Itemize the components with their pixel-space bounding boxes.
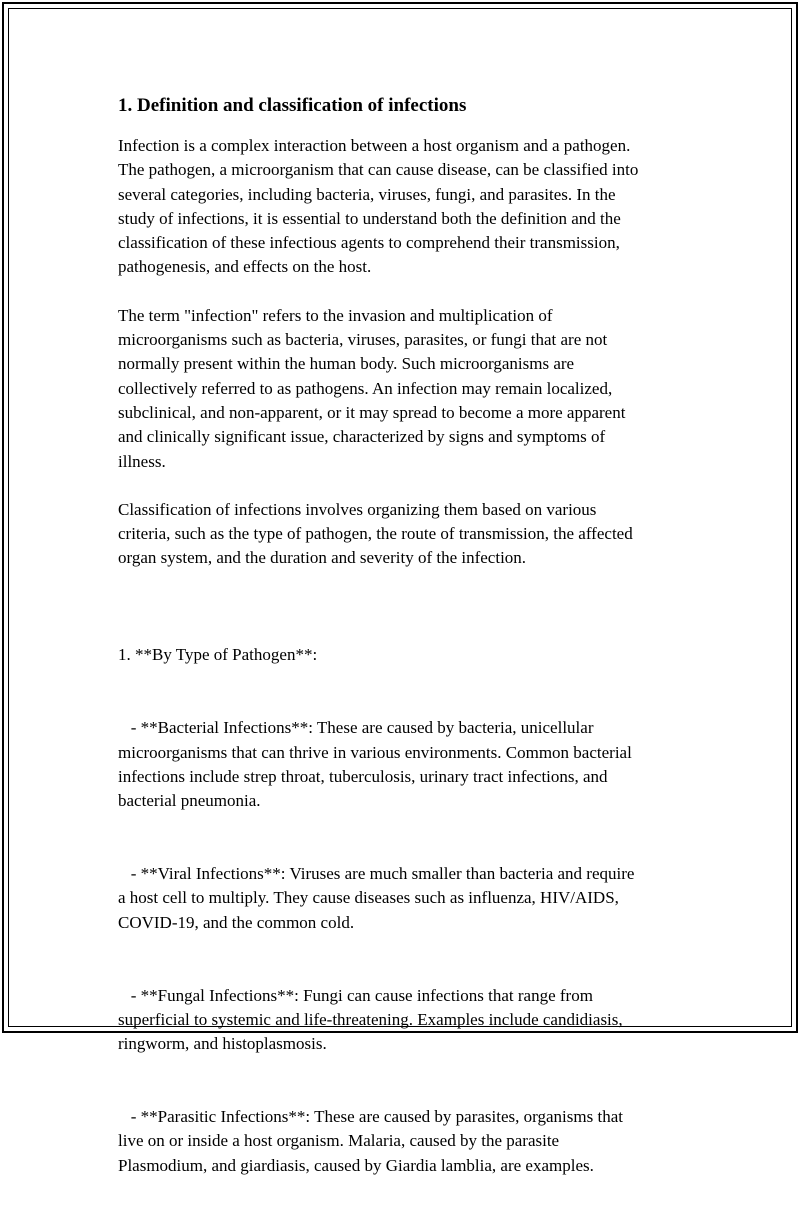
document-body [118, 92, 688, 1226]
paragraph-definition: The term "infection" refers to the invasion and multiplication of microorganisms such as bacteria, viruses, parasites, or fungi that are not normally present within the human body. Such microorganisms are collectively referred to as pathogens. An infection may remain localized, subclinical, and non-apparent, or it may spread to become a more apparent and clinically significant issue, characterized by signs and symptoms of illness. [118, 305, 626, 471]
pathogen-type-list [118, 595, 688, 1226]
list-item-viral: - **Viral Infections**: Viruses are much smaller than bacteria and require a host cell to multiply. They cause diseases such as influenza, HIV/AIDS, COVID-19, and the common cold. [118, 864, 635, 932]
section-heading: 1. Definition and classification of infections [118, 95, 467, 116]
paragraph-intro: Infection is a complex interaction between a host organism and a pathogen. The pathogen, a microorganism that can cause disease, can be classified into several categories, including bacteria, viruses, fungi, and parasites. In the study of infections, it is essential to understand both the definition and the classification of these infectious agents to comprehend their transmission, pathogenesis, and effects on the host. [118, 136, 639, 277]
paragraph-classification: Classification of infections involves organizing them based on various criteria, such as the type of pathogen, the route of transmission, the affected organ system, and the duration and severity of the infection. [118, 499, 633, 568]
list-heading: 1. **By Type of Pathogen**: [118, 645, 318, 665]
list-item-bacterial: - **Bacterial Infections**: These are caused by bacteria, unicellular microorganisms that can thrive in various environments. Common bacterial infections include strep throat, tuberculosis, urinary tract infections, and bacterial pneumonia. [118, 718, 632, 811]
list-item-parasitic: - **Parasitic Infections**: These are caused by parasites, organisms that live on or inside a host organism. Malaria, caused by the parasite Plasmodium, and giardiasis, caused by Giardia lamblia, are examples. [118, 1106, 623, 1175]
list-item-fungal: - **Fungal Infections**: Fungi can cause infections that range from superficial to systemic and life-threatening. Examples include candidiasis, ringworm, and histoplasmosis. [118, 985, 623, 1054]
